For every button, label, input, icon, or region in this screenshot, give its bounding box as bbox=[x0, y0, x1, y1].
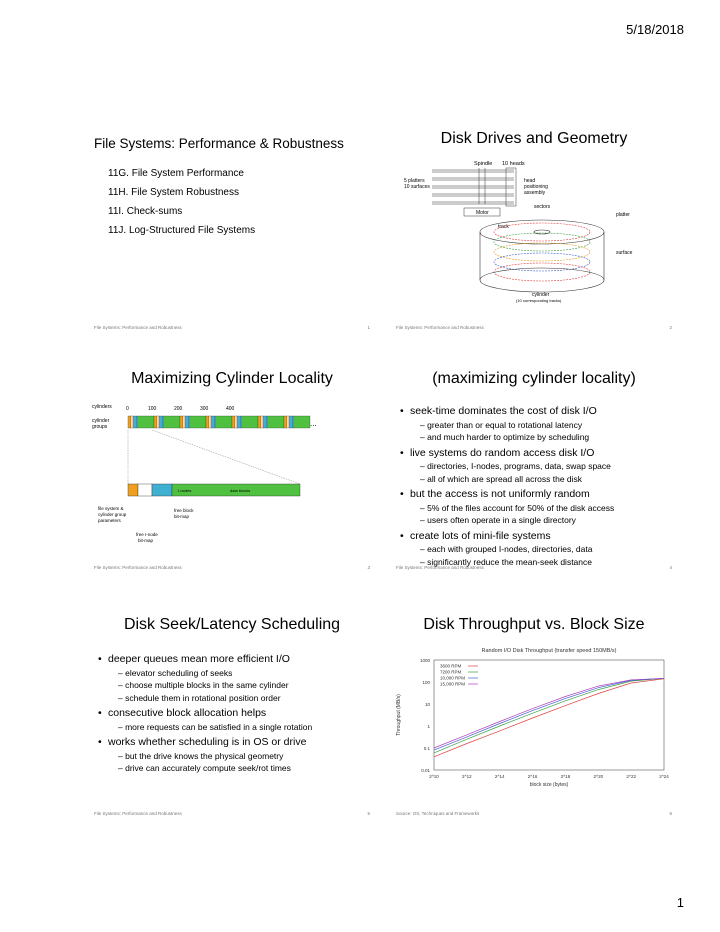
chart-title: Random I/O Disk Throughput (transfer speed 150MB/s) bbox=[481, 648, 617, 654]
slide-footer: Source: OS, Techniques and Frameworks 6 bbox=[396, 811, 672, 816]
x-tick-label: 2^16 bbox=[527, 774, 538, 779]
legend-label: 15,000 RPM bbox=[440, 681, 466, 687]
x-tick-label: 2^20 bbox=[593, 774, 604, 779]
sub-bullet-item: – more requests can be satisfied in a single rotation bbox=[118, 721, 313, 732]
slide-footer: File Systems: Performance and Robustness 3 bbox=[94, 565, 370, 570]
cylinder-group-segment bbox=[128, 416, 131, 428]
platter-label: platter bbox=[616, 212, 630, 218]
ellipsis: ... bbox=[310, 419, 317, 428]
head-assembly-label: head bbox=[524, 178, 536, 184]
sub-bullet-item: – and much harder to optimize by scheduling bbox=[420, 432, 590, 442]
x-tick-label: 2^12 bbox=[462, 774, 472, 779]
cylinder-group-segment bbox=[131, 416, 133, 428]
cylinder-group-segment bbox=[232, 416, 235, 428]
cylinder-group-segment bbox=[206, 416, 209, 428]
throughput-chart bbox=[388, 644, 678, 804]
cylinder-groups-label: cylinder bbox=[92, 418, 110, 424]
track-label: track bbox=[498, 224, 509, 230]
cylinder-group-segment bbox=[211, 416, 215, 428]
bullet-list bbox=[400, 400, 676, 566]
fs-params-label: cylinder group bbox=[98, 512, 127, 517]
slide-footer: File Systems: Performance and Robustness 5 bbox=[94, 811, 370, 816]
topic-item: 11G. File System Performance bbox=[108, 168, 244, 179]
cylinder-group-segment bbox=[163, 416, 180, 428]
sub-bullet-item: – users often operate in a single directory bbox=[420, 515, 576, 525]
cylinder-group-bar bbox=[128, 416, 310, 428]
cylinder-group-segment bbox=[189, 416, 206, 428]
cylinder-group-segment bbox=[180, 416, 183, 428]
slide-3 bbox=[82, 356, 382, 576]
sub-bullet-item: – choose multiple blocks in the same cylinder bbox=[118, 680, 289, 690]
slide-title: Disk Seek/Latency Scheduling bbox=[123, 616, 341, 633]
topic-item: 11I. Check-sums bbox=[108, 206, 183, 217]
bullet-item: • consecutive block allocation helps bbox=[98, 708, 374, 719]
surfaces-label: 10 surfaces bbox=[404, 184, 430, 190]
cylinder-group-segment bbox=[263, 416, 267, 428]
free-block-label: bit-map bbox=[174, 514, 190, 519]
bullet-item: • live systems do random access disk I/O bbox=[400, 448, 676, 459]
cylinder-group-segment bbox=[137, 416, 154, 428]
y-tick-label: 1 bbox=[427, 724, 430, 729]
fs-params-label: parameters bbox=[98, 518, 121, 523]
tick-label: 0 bbox=[126, 406, 129, 412]
sub-bullet-item: – directories, I-nodes, programs, data, swap space bbox=[420, 461, 611, 471]
cylinder-group-segment bbox=[237, 416, 241, 428]
cylinder-group-segment bbox=[284, 416, 287, 428]
topic-list bbox=[108, 168, 255, 244]
slide-footer: File Systems: Performance and Robustness 2 bbox=[396, 325, 672, 330]
bullet-item: • seek-time dominates the cost of disk I/O bbox=[400, 406, 676, 417]
cylinder-group-diagram bbox=[82, 396, 382, 576]
slide-title: File Systems: Performance & Robustness bbox=[94, 136, 344, 151]
tick-label: 300 bbox=[200, 406, 209, 412]
slide-4 bbox=[384, 356, 684, 576]
data-blocks-label: data blocks bbox=[230, 488, 251, 493]
slide-title: Disk Throughput vs. Block Size bbox=[423, 616, 645, 633]
cylinder-group-segment bbox=[185, 416, 189, 428]
cylinder-note: (10 corresponding tracks) bbox=[516, 298, 562, 303]
legend-label: 7200 RPM bbox=[440, 669, 462, 675]
cylinder-group-segment bbox=[209, 416, 211, 428]
y-tick-label: 0.01 bbox=[421, 768, 430, 773]
page-date: 5/18/2018 bbox=[626, 22, 684, 37]
cylinder-group-segment bbox=[258, 416, 261, 428]
sub-bullet-item: – schedule them in rotational position order bbox=[118, 692, 281, 703]
cylinder-group-segment bbox=[183, 416, 185, 428]
cylinders-label: cylinders bbox=[92, 404, 112, 410]
cylinder-group-segment bbox=[159, 416, 163, 428]
slide-1 bbox=[82, 116, 382, 336]
y-axis-label: Throughput (MB/s) bbox=[396, 694, 402, 736]
y-tick-label: 0.1 bbox=[423, 746, 430, 751]
platters bbox=[432, 170, 514, 204]
bullet-item: • but the access is not uniformly random bbox=[400, 489, 676, 500]
x-tick-label: 2^22 bbox=[626, 774, 636, 779]
bullet-item: • works whether scheduling is in OS or drive bbox=[98, 737, 374, 748]
slide-title: (maximizing cylinder locality) bbox=[432, 370, 636, 387]
platters-label: 5 platters bbox=[404, 178, 425, 184]
sub-bullet-item: – significantly reduce the mean-seek distance bbox=[420, 556, 592, 567]
free-inode-label: bit-map bbox=[138, 538, 154, 543]
slide-5 bbox=[82, 602, 382, 822]
bullet-item: • deeper queues mean more efficient I/O bbox=[98, 654, 374, 665]
sectors-label: sectors bbox=[534, 204, 551, 210]
cylinder-ellipses bbox=[480, 220, 604, 292]
cylinder-group-segment bbox=[215, 416, 232, 428]
cylinder-group-segment bbox=[293, 416, 310, 428]
motor-label: Motor bbox=[476, 210, 489, 216]
slide-title: Disk Drives and Geometry bbox=[440, 130, 628, 147]
x-tick-label: 2^18 bbox=[560, 774, 571, 779]
legend-label: 3600 RPM bbox=[440, 663, 462, 669]
slide-6 bbox=[384, 602, 684, 822]
heads-label: 10 heads bbox=[502, 161, 525, 167]
tick-label: 200 bbox=[174, 406, 183, 412]
page-number: 1 bbox=[676, 895, 684, 910]
slide-2 bbox=[384, 116, 684, 336]
head-assembly-label: assembly bbox=[524, 190, 546, 196]
surface-label: surface bbox=[616, 250, 633, 256]
tick-label: 400 bbox=[226, 406, 235, 412]
sub-bullet-item: – elevator scheduling of seeks bbox=[118, 667, 233, 678]
cylinder-group-segment bbox=[235, 416, 237, 428]
free-inode-label: free I-node bbox=[136, 532, 158, 537]
x-tick-label: 2^24 bbox=[659, 774, 669, 779]
spindle-label: Spindle bbox=[474, 161, 493, 167]
sub-bullet-item: – greater than or equal to rotational latency bbox=[420, 419, 583, 430]
inodes-label: I-nodes bbox=[178, 488, 192, 493]
bullet-item: • create lots of mini-file systems bbox=[400, 531, 676, 542]
free-block-label: free block bbox=[174, 508, 194, 513]
sub-bullet-item: – each with grouped I-nodes, directories, data bbox=[420, 544, 593, 554]
y-tick-label: 1000 bbox=[419, 658, 430, 663]
plot-area bbox=[434, 660, 664, 770]
sub-bullet-item: – 5% of the files account for 50% of the disk access bbox=[420, 502, 615, 513]
disk-geometry-diagram bbox=[384, 152, 684, 342]
topic-item: 11H. File System Robustness bbox=[108, 187, 239, 198]
topic-item: 11J. Log-Structured File Systems bbox=[108, 225, 256, 236]
x-axis-label: block size (bytes) bbox=[529, 782, 569, 788]
slide-footer: File Systems: Performance and Robustness 4 bbox=[396, 565, 672, 570]
cylinder-group-segment bbox=[241, 416, 258, 428]
sub-bullet-item: – but the drive knows the physical geometry bbox=[118, 750, 284, 761]
x-tick-label: 2^14 bbox=[494, 774, 505, 779]
cylinder-group-segment bbox=[289, 416, 293, 428]
slide-footer: File Systems: Performance and Robustness 1 bbox=[94, 325, 370, 330]
bullet-list bbox=[98, 648, 374, 773]
cylinder-group-segment bbox=[154, 416, 157, 428]
cylinder-group-segment bbox=[261, 416, 263, 428]
head-assembly-label: positioning bbox=[524, 184, 548, 190]
x-tick-label: 2^10 bbox=[429, 774, 439, 779]
fs-params-label: file system & bbox=[98, 506, 124, 511]
y-tick-label: 100 bbox=[422, 680, 430, 685]
cylinder-group-segment bbox=[133, 416, 137, 428]
cylinder-group-segment bbox=[267, 416, 284, 428]
legend-label: 10,000 RPM bbox=[440, 675, 466, 681]
y-tick-label: 10 bbox=[424, 702, 430, 707]
cylinder-group-segment bbox=[157, 416, 159, 428]
cylinder-group-segment bbox=[287, 416, 289, 428]
sub-bullet-item: – all of which are spread all across the disk bbox=[420, 473, 583, 484]
tick-label: 100 bbox=[148, 406, 157, 412]
cylinder-groups-label: groups bbox=[92, 424, 108, 430]
cylinder-label: cylinder bbox=[532, 292, 550, 298]
sub-bullet-item: – drive can accurately compute seek/rot times bbox=[118, 763, 291, 773]
slide-title: Maximizing Cylinder Locality bbox=[131, 370, 333, 387]
